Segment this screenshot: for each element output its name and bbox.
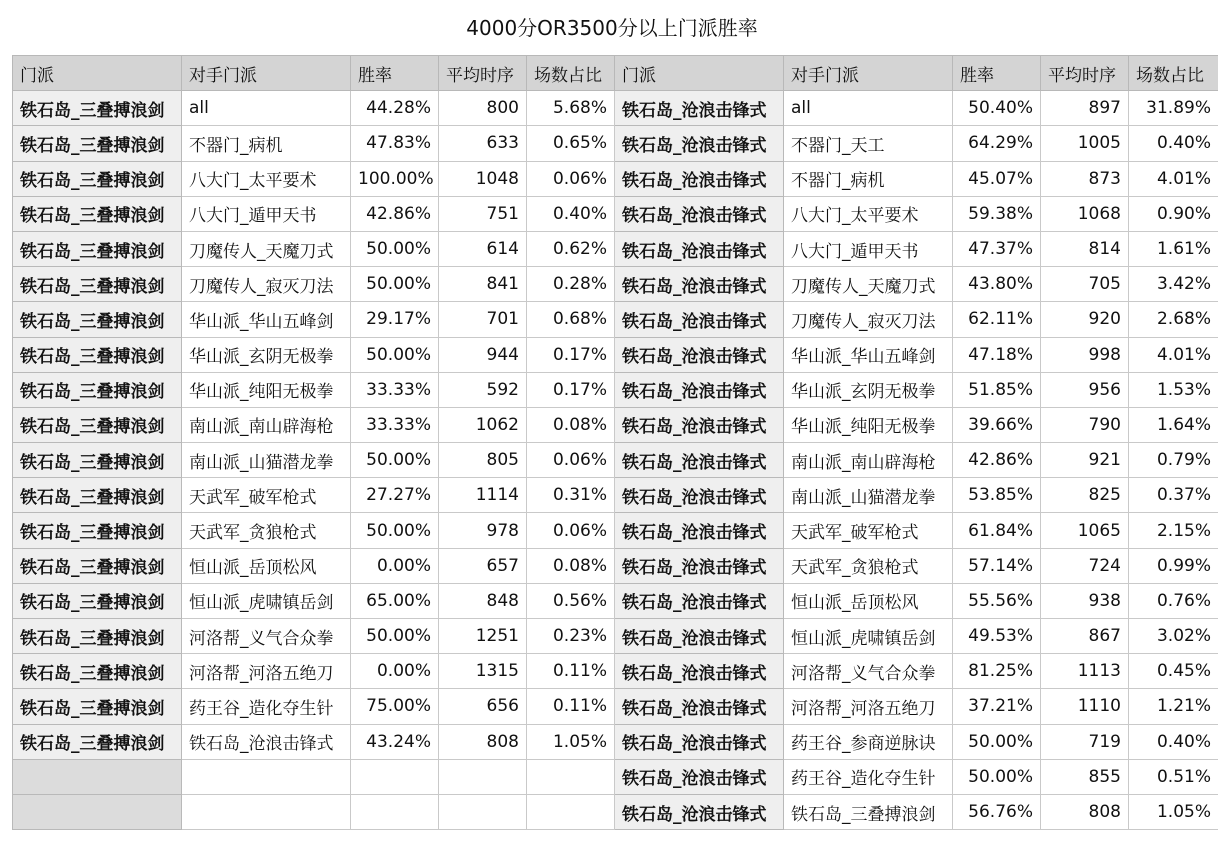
column-header[interactable]: 场数占比 [527, 56, 615, 91]
table-row [13, 337, 1219, 372]
win-rate-cell[interactable]: 57.14% [953, 548, 1041, 583]
opponent-cell[interactable]: 华山派_华山五峰剑 [784, 337, 953, 372]
match-share-cell[interactable] [527, 759, 615, 794]
sect-cell[interactable]: 铁石岛_三叠搏浪剑 [13, 372, 182, 407]
opponent-cell[interactable]: 刀魔传人_天魔刀式 [182, 231, 351, 266]
opponent-cell[interactable] [182, 794, 351, 829]
match-share-cell[interactable]: 3.02% [1129, 619, 1219, 654]
opponent-cell[interactable]: 南山派_南山辟海枪 [182, 407, 351, 442]
sect-cell[interactable]: 铁石岛_三叠搏浪剑 [13, 443, 182, 478]
sect-cell[interactable]: 铁石岛_三叠搏浪剑 [13, 654, 182, 689]
table-row [13, 654, 1219, 689]
table-row [13, 513, 1219, 548]
avg-time-cell[interactable]: 921 [1041, 443, 1129, 478]
match-share-cell[interactable]: 0.08% [527, 407, 615, 442]
win-rate-cell[interactable]: 0.00% [351, 548, 439, 583]
match-share-cell[interactable]: 0.76% [1129, 583, 1219, 618]
opponent-cell[interactable]: 南山派_山猫潜龙拳 [182, 443, 351, 478]
sect-cell[interactable] [13, 794, 182, 829]
table-row [13, 443, 1219, 478]
opponent-cell[interactable]: 天武军_破军枪式 [182, 478, 351, 513]
column-header[interactable]: 门派 [615, 56, 784, 91]
opponent-cell[interactable] [182, 759, 351, 794]
opponent-cell[interactable]: 八大门_遁甲天书 [784, 231, 953, 266]
avg-time-cell[interactable]: 814 [1041, 231, 1129, 266]
avg-time-cell[interactable]: 848 [439, 583, 527, 618]
win-rate-cell[interactable]: 33.33% [351, 407, 439, 442]
win-rate-cell[interactable] [351, 794, 439, 829]
column-header[interactable]: 胜率 [953, 56, 1041, 91]
sect-cell[interactable]: 铁石岛_沧浪击锋式 [615, 231, 784, 266]
avg-time-cell[interactable]: 1005 [1041, 126, 1129, 161]
match-share-cell[interactable]: 0.90% [1129, 196, 1219, 231]
avg-time-cell[interactable]: 808 [1041, 794, 1129, 829]
win-rate-cell[interactable]: 59.38% [953, 196, 1041, 231]
avg-time-cell[interactable]: 805 [439, 443, 527, 478]
opponent-cell[interactable]: 南山派_山猫潜龙拳 [784, 478, 953, 513]
avg-time-cell[interactable]: 614 [439, 231, 527, 266]
opponent-cell[interactable]: 河洛帮_河洛五绝刀 [784, 689, 953, 724]
win-rate-table [12, 55, 1218, 830]
match-share-cell[interactable]: 4.01% [1129, 161, 1219, 196]
sect-cell[interactable]: 铁石岛_三叠搏浪剑 [13, 513, 182, 548]
opponent-cell[interactable]: 药王谷_参商逆脉诀 [784, 724, 953, 759]
avg-time-cell[interactable] [439, 759, 527, 794]
table-row [13, 267, 1219, 302]
sect-cell[interactable]: 铁石岛_沧浪击锋式 [615, 548, 784, 583]
match-share-cell[interactable]: 0.40% [527, 196, 615, 231]
avg-time-cell[interactable]: 1065 [1041, 513, 1129, 548]
match-share-cell[interactable]: 0.17% [527, 337, 615, 372]
sect-cell[interactable]: 铁石岛_沧浪击锋式 [615, 267, 784, 302]
win-rate-cell[interactable]: 50.40% [953, 91, 1041, 126]
column-header[interactable]: 胜率 [351, 56, 439, 91]
opponent-cell[interactable]: 天武军_贪狼枪式 [784, 548, 953, 583]
avg-time-cell[interactable]: 790 [1041, 407, 1129, 442]
table-row [13, 583, 1219, 618]
sect-cell[interactable]: 铁石岛_三叠搏浪剑 [13, 267, 182, 302]
win-rate-cell[interactable]: 64.29% [953, 126, 1041, 161]
win-rate-cell[interactable]: 45.07% [953, 161, 1041, 196]
win-rate-cell[interactable]: 42.86% [351, 196, 439, 231]
match-share-cell[interactable]: 1.21% [1129, 689, 1219, 724]
avg-time-cell[interactable]: 920 [1041, 302, 1129, 337]
match-share-cell[interactable]: 1.53% [1129, 372, 1219, 407]
opponent-cell[interactable]: 南山派_南山辟海枪 [784, 443, 953, 478]
sect-cell[interactable]: 铁石岛_三叠搏浪剑 [13, 583, 182, 618]
match-share-cell[interactable]: 31.89% [1129, 91, 1219, 126]
win-rate-cell[interactable]: 43.80% [953, 267, 1041, 302]
avg-time-cell[interactable]: 592 [439, 372, 527, 407]
match-share-cell[interactable]: 1.05% [1129, 794, 1219, 829]
opponent-cell[interactable]: 恒山派_虎啸镇岳剑 [784, 619, 953, 654]
column-header[interactable]: 对手门派 [784, 56, 953, 91]
sect-cell[interactable]: 铁石岛_沧浪击锋式 [615, 689, 784, 724]
opponent-cell[interactable]: 华山派_玄阴无极拳 [784, 372, 953, 407]
sect-cell[interactable]: 铁石岛_沧浪击锋式 [615, 161, 784, 196]
match-share-cell[interactable]: 0.51% [1129, 759, 1219, 794]
opponent-cell[interactable]: 河洛帮_义气合众拳 [182, 619, 351, 654]
opponent-cell[interactable]: 恒山派_岳顶松风 [784, 583, 953, 618]
table-row [13, 196, 1219, 231]
avg-time-cell[interactable]: 841 [439, 267, 527, 302]
win-rate-cell[interactable]: 50.00% [953, 759, 1041, 794]
opponent-cell[interactable]: 八大门_遁甲天书 [182, 196, 351, 231]
avg-time-cell[interactable]: 956 [1041, 372, 1129, 407]
avg-time-cell[interactable]: 1251 [439, 619, 527, 654]
column-header[interactable]: 场数占比 [1129, 56, 1219, 91]
sect-cell[interactable]: 铁石岛_沧浪击锋式 [615, 126, 784, 161]
table-row [13, 548, 1219, 583]
win-rate-cell[interactable]: 61.84% [953, 513, 1041, 548]
table-row [13, 302, 1219, 337]
avg-time-cell[interactable]: 633 [439, 126, 527, 161]
table-row [13, 407, 1219, 442]
sect-cell[interactable]: 铁石岛_三叠搏浪剑 [13, 231, 182, 266]
table-row [13, 794, 1219, 829]
match-share-cell[interactable]: 0.62% [527, 231, 615, 266]
spreadsheet [12, 55, 1218, 856]
match-share-cell[interactable]: 0.37% [1129, 478, 1219, 513]
match-share-cell[interactable]: 0.06% [527, 443, 615, 478]
win-rate-cell[interactable]: 81.25% [953, 654, 1041, 689]
avg-time-cell[interactable]: 873 [1041, 161, 1129, 196]
sect-cell[interactable]: 铁石岛_三叠搏浪剑 [13, 407, 182, 442]
sect-cell[interactable]: 铁石岛_沧浪击锋式 [615, 91, 784, 126]
win-rate-cell[interactable]: 50.00% [351, 337, 439, 372]
opponent-cell[interactable]: 华山派_纯阳无极拳 [784, 407, 953, 442]
table-row [13, 689, 1219, 724]
avg-time-cell[interactable]: 1068 [1041, 196, 1129, 231]
sect-cell[interactable] [13, 759, 182, 794]
match-share-cell[interactable]: 0.40% [1129, 724, 1219, 759]
opponent-cell[interactable]: 药王谷_造化夺生针 [784, 759, 953, 794]
avg-time-cell[interactable]: 944 [439, 337, 527, 372]
avg-time-cell[interactable]: 701 [439, 302, 527, 337]
win-rate-cell[interactable]: 44.28% [351, 91, 439, 126]
sect-cell[interactable]: 铁石岛_三叠搏浪剑 [13, 126, 182, 161]
opponent-cell[interactable]: 不器门_天工 [784, 126, 953, 161]
avg-time-cell[interactable]: 897 [1041, 91, 1129, 126]
table-row [13, 91, 1219, 126]
win-rate-cell[interactable]: 50.00% [351, 619, 439, 654]
sect-cell[interactable]: 铁石岛_三叠搏浪剑 [13, 619, 182, 654]
match-share-cell[interactable]: 4.01% [1129, 337, 1219, 372]
sect-cell[interactable]: 铁石岛_三叠搏浪剑 [13, 337, 182, 372]
sect-cell[interactable]: 铁石岛_沧浪击锋式 [615, 443, 784, 478]
avg-time-cell[interactable]: 800 [439, 91, 527, 126]
win-rate-cell[interactable]: 27.27% [351, 478, 439, 513]
avg-time-cell[interactable]: 1113 [1041, 654, 1129, 689]
sect-cell[interactable]: 铁石岛_三叠搏浪剑 [13, 196, 182, 231]
opponent-cell[interactable]: 刀魔传人_天魔刀式 [784, 267, 953, 302]
opponent-cell[interactable]: 华山派_玄阴无极拳 [182, 337, 351, 372]
win-rate-cell[interactable]: 37.21% [953, 689, 1041, 724]
table-row [13, 724, 1219, 759]
sect-cell[interactable]: 铁石岛_沧浪击锋式 [615, 654, 784, 689]
opponent-cell[interactable]: 河洛帮_河洛五绝刀 [182, 654, 351, 689]
win-rate-cell[interactable]: 50.00% [351, 443, 439, 478]
avg-time-cell[interactable]: 724 [1041, 548, 1129, 583]
opponent-cell[interactable]: 华山派_纯阳无极拳 [182, 372, 351, 407]
opponent-cell[interactable]: 华山派_华山五峰剑 [182, 302, 351, 337]
match-share-cell[interactable]: 0.40% [1129, 126, 1219, 161]
avg-time-cell[interactable]: 998 [1041, 337, 1129, 372]
avg-time-cell[interactable]: 1110 [1041, 689, 1129, 724]
opponent-cell[interactable]: 恒山派_岳顶松风 [182, 548, 351, 583]
opponent-cell[interactable]: 天武军_破军枪式 [784, 513, 953, 548]
win-rate-cell[interactable]: 42.86% [953, 443, 1041, 478]
avg-time-cell[interactable]: 978 [439, 513, 527, 548]
opponent-cell[interactable]: 天武军_贪狼枪式 [182, 513, 351, 548]
win-rate-cell[interactable]: 100.00% [351, 161, 439, 196]
avg-time-cell[interactable]: 825 [1041, 478, 1129, 513]
sect-cell[interactable]: 铁石岛_沧浪击锋式 [615, 724, 784, 759]
opponent-cell[interactable]: 不器门_病机 [182, 126, 351, 161]
match-share-cell[interactable]: 0.99% [1129, 548, 1219, 583]
win-rate-cell[interactable]: 47.37% [953, 231, 1041, 266]
match-share-cell[interactable]: 0.08% [527, 548, 615, 583]
avg-time-cell[interactable]: 719 [1041, 724, 1129, 759]
opponent-cell[interactable]: 河洛帮_义气合众拳 [784, 654, 953, 689]
sect-cell[interactable]: 铁石岛_三叠搏浪剑 [13, 724, 182, 759]
win-rate-cell[interactable]: 49.53% [953, 619, 1041, 654]
opponent-cell[interactable]: all [182, 91, 351, 126]
win-rate-cell[interactable]: 29.17% [351, 302, 439, 337]
match-share-cell[interactable]: 2.15% [1129, 513, 1219, 548]
win-rate-cell[interactable]: 50.00% [953, 724, 1041, 759]
avg-time-cell[interactable]: 855 [1041, 759, 1129, 794]
win-rate-cell[interactable]: 47.83% [351, 126, 439, 161]
match-share-cell[interactable]: 0.23% [527, 619, 615, 654]
avg-time-cell[interactable] [439, 794, 527, 829]
sect-cell[interactable]: 铁石岛_三叠搏浪剑 [13, 161, 182, 196]
win-rate-cell[interactable]: 53.85% [953, 478, 1041, 513]
match-share-cell[interactable]: 1.64% [1129, 407, 1219, 442]
opponent-cell[interactable]: 铁石岛_沧浪击锋式 [182, 724, 351, 759]
sect-cell[interactable]: 铁石岛_沧浪击锋式 [615, 196, 784, 231]
opponent-cell[interactable]: 刀魔传人_寂灭刀法 [182, 267, 351, 302]
sect-cell[interactable]: 铁石岛_三叠搏浪剑 [13, 689, 182, 724]
opponent-cell[interactable]: 恒山派_虎啸镇岳剑 [182, 583, 351, 618]
avg-time-cell[interactable]: 867 [1041, 619, 1129, 654]
sect-cell[interactable]: 铁石岛_三叠搏浪剑 [13, 302, 182, 337]
column-header[interactable]: 平均时序 [439, 56, 527, 91]
sect-cell[interactable]: 铁石岛_沧浪击锋式 [615, 759, 784, 794]
sect-cell[interactable]: 铁石岛_三叠搏浪剑 [13, 91, 182, 126]
match-share-cell[interactable]: 1.61% [1129, 231, 1219, 266]
match-share-cell[interactable]: 0.06% [527, 513, 615, 548]
avg-time-cell[interactable]: 1315 [439, 654, 527, 689]
win-rate-cell[interactable]: 50.00% [351, 513, 439, 548]
match-share-cell[interactable]: 0.17% [527, 372, 615, 407]
avg-time-cell[interactable]: 1048 [439, 161, 527, 196]
win-rate-cell[interactable]: 47.18% [953, 337, 1041, 372]
table-row [13, 231, 1219, 266]
sect-cell[interactable]: 铁石岛_沧浪击锋式 [615, 619, 784, 654]
sect-cell[interactable]: 铁石岛_沧浪击锋式 [615, 337, 784, 372]
match-share-cell[interactable]: 5.68% [527, 91, 615, 126]
match-share-cell[interactable]: 0.65% [527, 126, 615, 161]
sect-cell[interactable]: 铁石岛_三叠搏浪剑 [13, 548, 182, 583]
win-rate-cell[interactable]: 50.00% [351, 231, 439, 266]
win-rate-cell[interactable]: 43.24% [351, 724, 439, 759]
win-rate-cell[interactable]: 50.00% [351, 267, 439, 302]
avg-time-cell[interactable]: 1114 [439, 478, 527, 513]
win-rate-cell[interactable]: 56.76% [953, 794, 1041, 829]
match-share-cell[interactable] [527, 794, 615, 829]
avg-time-cell[interactable]: 705 [1041, 267, 1129, 302]
sect-cell[interactable]: 铁石岛_沧浪击锋式 [615, 794, 784, 829]
opponent-cell[interactable]: 不器门_病机 [784, 161, 953, 196]
sect-cell[interactable]: 铁石岛_沧浪击锋式 [615, 407, 784, 442]
opponent-cell[interactable]: all [784, 91, 953, 126]
match-share-cell[interactable]: 0.31% [527, 478, 615, 513]
column-header[interactable]: 门派 [13, 56, 182, 91]
column-header[interactable]: 平均时序 [1041, 56, 1129, 91]
win-rate-cell[interactable]: 62.11% [953, 302, 1041, 337]
win-rate-cell[interactable]: 75.00% [351, 689, 439, 724]
match-share-cell[interactable]: 0.79% [1129, 443, 1219, 478]
table-row [13, 372, 1219, 407]
match-share-cell[interactable]: 0.06% [527, 161, 615, 196]
sect-cell[interactable]: 铁石岛_沧浪击锋式 [615, 372, 784, 407]
match-share-cell[interactable]: 1.05% [527, 724, 615, 759]
sect-cell[interactable]: 铁石岛_沧浪击锋式 [615, 302, 784, 337]
page-title: 4000分OR3500分以上门派胜率 [466, 16, 758, 40]
opponent-cell[interactable]: 刀魔传人_寂灭刀法 [784, 302, 953, 337]
opponent-cell[interactable]: 铁石岛_三叠搏浪剑 [784, 794, 953, 829]
avg-time-cell[interactable]: 751 [439, 196, 527, 231]
column-header[interactable]: 对手门派 [182, 56, 351, 91]
avg-time-cell[interactable]: 938 [1041, 583, 1129, 618]
sect-cell[interactable]: 铁石岛_沧浪击锋式 [615, 513, 784, 548]
header-row [13, 56, 1219, 91]
win-rate-cell[interactable]: 55.56% [953, 583, 1041, 618]
win-rate-cell[interactable]: 65.00% [351, 583, 439, 618]
win-rate-cell[interactable] [351, 759, 439, 794]
match-share-cell[interactable]: 0.11% [527, 654, 615, 689]
table-row [13, 161, 1219, 196]
avg-time-cell[interactable]: 657 [439, 548, 527, 583]
win-rate-cell[interactable]: 33.33% [351, 372, 439, 407]
match-share-cell[interactable]: 0.45% [1129, 654, 1219, 689]
opponent-cell[interactable]: 八大门_太平要术 [784, 196, 953, 231]
avg-time-cell[interactable]: 656 [439, 689, 527, 724]
table-row [13, 478, 1219, 513]
win-rate-cell[interactable]: 0.00% [351, 654, 439, 689]
sect-cell[interactable]: 铁石岛_三叠搏浪剑 [13, 478, 182, 513]
match-share-cell[interactable]: 0.11% [527, 689, 615, 724]
sect-cell[interactable]: 铁石岛_沧浪击锋式 [615, 583, 784, 618]
avg-time-cell[interactable]: 1062 [439, 407, 527, 442]
table-row [13, 759, 1219, 794]
win-rate-cell[interactable]: 51.85% [953, 372, 1041, 407]
avg-time-cell[interactable]: 808 [439, 724, 527, 759]
sect-cell[interactable]: 铁石岛_沧浪击锋式 [615, 478, 784, 513]
opponent-cell[interactable]: 八大门_太平要术 [182, 161, 351, 196]
table-row [13, 619, 1219, 654]
win-rate-cell[interactable]: 39.66% [953, 407, 1041, 442]
match-share-cell[interactable]: 0.68% [527, 302, 615, 337]
match-share-cell[interactable]: 0.56% [527, 583, 615, 618]
opponent-cell[interactable]: 药王谷_造化夺生针 [182, 689, 351, 724]
match-share-cell[interactable]: 2.68% [1129, 302, 1219, 337]
match-share-cell[interactable]: 0.28% [527, 267, 615, 302]
match-share-cell[interactable]: 3.42% [1129, 267, 1219, 302]
table-row [13, 126, 1219, 161]
